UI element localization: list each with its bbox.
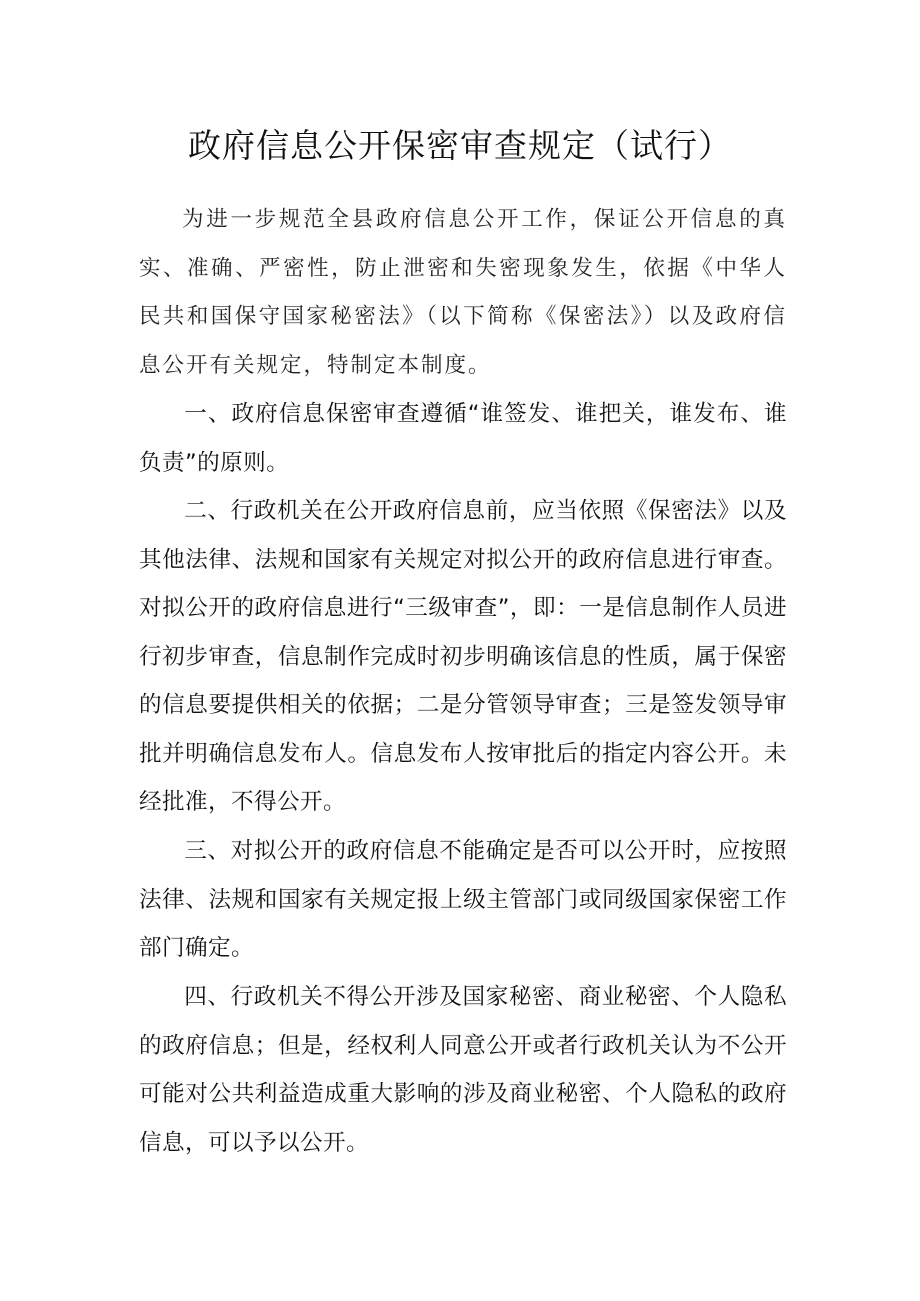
paragraph-article-2: 二、行政机关在公开政府信息前，应当依照《保密法》以及其他法律、法规和国家有关规定对拟公开的政府信息进行审查。对拟公开的政府信息进行“三级审查”，即：一是信息制作人员进行初步审查，信息制作完成时初步明确该信息的性质，属于保密的信息要提供相关的依据；二是分管领导审查；三是签发领导审批并明确信息发布人。信息发布人按审批后的指定内容公开。未经批准，不得公开。: [139, 498, 787, 815]
document-title: 政府信息公开保密审查规定（试行）: [188, 126, 732, 165]
paragraph-intro: 为进一步规范全县政府信息公开工作，保证公开信息的真实、准确、严密性，防止泄密和失密现象发生，依据《中华人民共和国保守国家秘密法》（以下简称《保密法》）以及政府信息公开有关规定，特制定本制度。: [139, 207, 787, 378]
paragraph-article-1: 一、政府信息保密审查遵循“谁签发、谁把关，谁发布、谁负责”的原则。: [139, 401, 787, 476]
paragraph-article-3: 三、对拟公开的政府信息不能确定是否可以公开时，应按照法律、法规和国家有关规定报上级主管部门或同级国家保密工作部门确定。: [139, 838, 787, 961]
paragraph-article-4: 四、行政机关不得公开涉及国家秘密、商业秘密、个人隐私的政府信息；但是，经权利人同意公开或者行政机关认为不公开可能对公共利益造成重大影响的涉及商业秘密、个人隐私的政府信息，可以予以公开。: [139, 984, 787, 1156]
